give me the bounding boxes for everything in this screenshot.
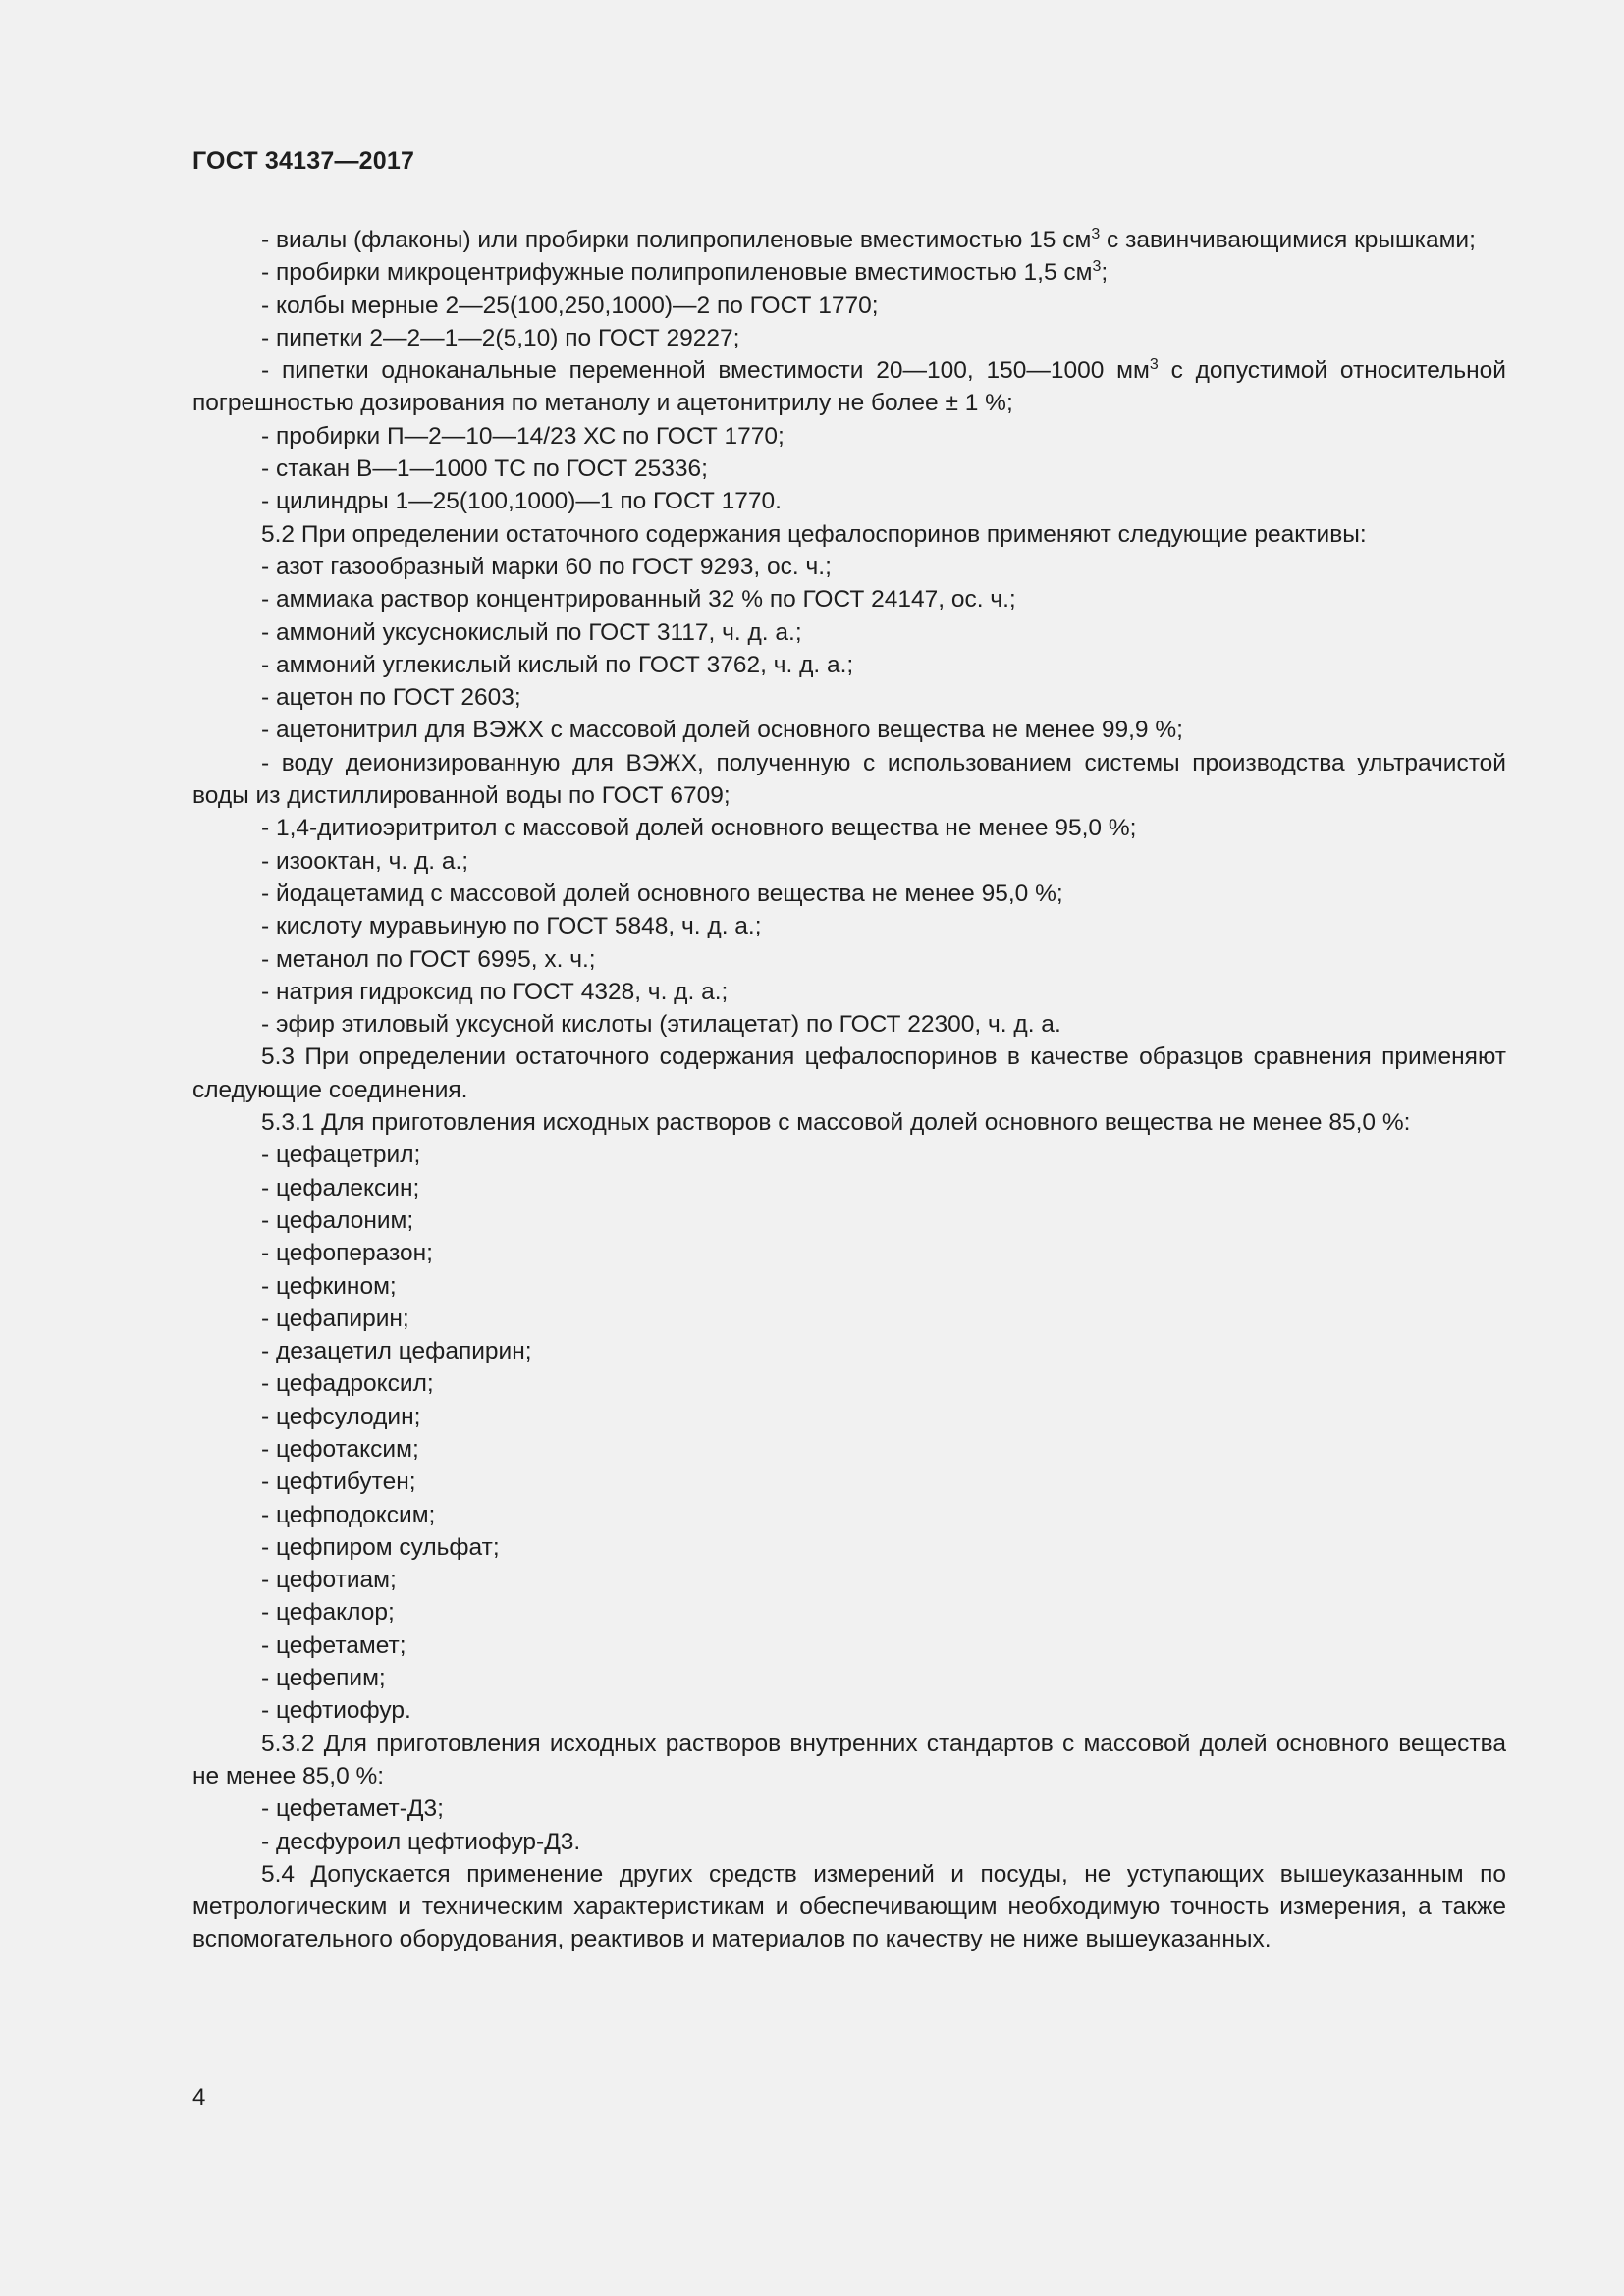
paragraph bbox=[192, 1531, 1506, 1564]
paragraph bbox=[192, 1466, 1506, 1498]
paragraph-text: - ацетонитрил для ВЭЖХ с массовой долей основного вещества не менее 99,9 %; bbox=[261, 717, 1183, 744]
paragraph-text: - колбы мерные 2—25(100,250,1000)—2 по ГОСТ 1770; bbox=[261, 292, 879, 319]
paragraph-text: - цефотиам; bbox=[261, 1567, 397, 1594]
paragraph-text: - пипетки одноканальные переменной вместимости 20—100, 150—1000 мм bbox=[261, 357, 1150, 385]
paragraph-text: - цефотаксим; bbox=[261, 1435, 419, 1463]
paragraph bbox=[192, 616, 1506, 649]
paragraph bbox=[192, 1433, 1506, 1466]
document-header: ГОСТ 34137—2017 bbox=[192, 147, 415, 175]
paragraph-text: - кислоту муравьиную по ГОСТ 5848, ч. д. а.; bbox=[261, 913, 762, 940]
paragraph-text: - эфир этиловый уксусной кислоты (этилацетат) по ГОСТ 22300, ч. д. а. bbox=[261, 1011, 1061, 1039]
paragraph-text-continued: с допустимой относительной погрешностью дозирования по метанолу и ацетонитрилу не более ± 1 %; bbox=[192, 357, 1506, 417]
paragraph bbox=[192, 1008, 1506, 1041]
paragraph-text: - пипетки 2—2—1—2(5,10) по ГОСТ 29227; bbox=[261, 324, 740, 351]
paragraph-text: - цефаклор; bbox=[261, 1599, 395, 1627]
paragraph-text: - цефподоксим; bbox=[261, 1501, 436, 1528]
paragraph bbox=[192, 1270, 1506, 1303]
paragraph bbox=[192, 910, 1506, 942]
paragraph bbox=[192, 1041, 1506, 1106]
paragraph-text: - цефпиром сульфат; bbox=[261, 1533, 500, 1561]
paragraph bbox=[192, 1662, 1506, 1694]
paragraph-text: 5.3.1 Для приготовления исходных растворов с массовой долей основного вещества не менее 85,0 %: bbox=[261, 1109, 1411, 1137]
paragraph-text: - стакан В—1—1000 ТС по ГОСТ 25336; bbox=[261, 455, 708, 483]
paragraph-text: - ацетон по ГОСТ 2603; bbox=[261, 684, 521, 712]
paragraph-text: 5.3 При определении остаточного содержания цефалоспоринов в качестве образцов сравнения применяют следующие соединения. bbox=[192, 1043, 1506, 1103]
paragraph bbox=[192, 878, 1506, 910]
paragraph-text: - цефтиофур. bbox=[261, 1697, 411, 1725]
paragraph bbox=[192, 1499, 1506, 1531]
paragraph-text: - йодацетамид с массовой долей основного вещества не менее 95,0 %; bbox=[261, 880, 1063, 907]
paragraph bbox=[192, 518, 1506, 551]
paragraph-text: - дезацетил цефапирин; bbox=[261, 1338, 532, 1365]
paragraph-text: - пробирки микроцентрифужные полипропиленовые вместимостью 1,5 см bbox=[261, 259, 1093, 287]
paragraph-text: - аммиака раствор концентрированный 32 % по ГОСТ 24147, ос. ч.; bbox=[261, 586, 1016, 614]
paragraph bbox=[192, 1139, 1506, 1171]
paragraph-text: - воду деионизированную для ВЭЖХ, полученную с использованием системы производства ультрачистой воды из дистиллированной воды по ГОСТ 6709; bbox=[192, 749, 1506, 810]
paragraph-text: - цефетамет-Д3; bbox=[261, 1795, 444, 1823]
paragraph-text: - цефапирин; bbox=[261, 1305, 409, 1332]
superscript: 3 bbox=[1091, 226, 1101, 242]
paragraph bbox=[192, 1367, 1506, 1400]
paragraph-text: - цефтибутен; bbox=[261, 1468, 416, 1496]
paragraph bbox=[192, 256, 1506, 289]
paragraph bbox=[192, 747, 1506, 813]
paragraph bbox=[192, 1792, 1506, 1825]
paragraph bbox=[192, 976, 1506, 1008]
paragraph bbox=[192, 1401, 1506, 1433]
paragraph-text: - цефепим; bbox=[261, 1665, 386, 1692]
paragraph-text: - изооктан, ч. д. а.; bbox=[261, 847, 469, 875]
paragraph bbox=[192, 551, 1506, 583]
paragraph-text: - 1,4-дитиоэритритол с массовой долей основного вещества не менее 95,0 %; bbox=[261, 815, 1137, 842]
paragraph bbox=[192, 714, 1506, 746]
paragraph-text: - цефацетрил; bbox=[261, 1142, 421, 1169]
paragraph-text: - пробирки П—2—10—14/23 ХС по ГОСТ 1770; bbox=[261, 422, 785, 450]
paragraph-text: - натрия гидроксид по ГОСТ 4328, ч. д. а.; bbox=[261, 978, 729, 1005]
paragraph-text: - метанол по ГОСТ 6995, х. ч.; bbox=[261, 945, 596, 973]
paragraph bbox=[192, 1564, 1506, 1596]
paragraph bbox=[192, 420, 1506, 453]
superscript: 3 bbox=[1149, 356, 1159, 374]
paragraph-text: 5.3.2 Для приготовления исходных растворов внутренних стандартов с массовой долей основного вещества не менее 85,0 %: bbox=[192, 1730, 1506, 1789]
page-number: 4 bbox=[192, 2084, 206, 2110]
paragraph bbox=[192, 583, 1506, 615]
paragraph-text: - цефоперазон; bbox=[261, 1240, 433, 1267]
paragraph-text: - цефкином; bbox=[261, 1272, 397, 1300]
paragraph bbox=[192, 485, 1506, 517]
paragraph-text-continued: ; bbox=[1101, 259, 1109, 287]
paragraph bbox=[192, 1694, 1506, 1727]
paragraph-text: - виалы (флаконы) или пробирки полипропиленовые вместимостью 15 см bbox=[261, 227, 1092, 253]
paragraph-text: - цефалоним; bbox=[261, 1206, 414, 1234]
paragraph-text: - цефадроксил; bbox=[261, 1370, 434, 1398]
paragraph bbox=[192, 1204, 1506, 1237]
paragraph-text: - цефсулодин; bbox=[261, 1403, 421, 1430]
paragraph-text-continued: с завинчивающимися крышками; bbox=[1100, 227, 1476, 253]
paragraph-text: - аммоний уксуснокислый по ГОСТ 3117, ч. д. а.; bbox=[261, 618, 802, 646]
paragraph bbox=[192, 322, 1506, 354]
paragraph bbox=[192, 812, 1506, 844]
paragraph bbox=[192, 1596, 1506, 1629]
paragraph-text: - азот газообразный марки 60 по ГОСТ 9293, ос. ч.; bbox=[261, 553, 832, 580]
paragraph bbox=[192, 1172, 1506, 1204]
paragraph bbox=[192, 1826, 1506, 1858]
paragraph bbox=[192, 1728, 1506, 1793]
paragraph-text: - десфуроил цефтиофур-Д3. bbox=[261, 1828, 581, 1855]
document-body bbox=[192, 224, 1506, 1956]
paragraph bbox=[192, 1106, 1506, 1139]
paragraph-text: - цилиндры 1—25(100,1000)—1 по ГОСТ 1770. bbox=[261, 488, 782, 515]
paragraph bbox=[192, 354, 1506, 420]
paragraph bbox=[192, 1858, 1506, 1956]
paragraph bbox=[192, 649, 1506, 681]
paragraph bbox=[192, 290, 1506, 322]
paragraph bbox=[192, 845, 1506, 878]
paragraph bbox=[192, 1335, 1506, 1367]
paragraph bbox=[192, 1629, 1506, 1662]
paragraph-text: - аммоний углекислый кислый по ГОСТ 3762, ч. д. а.; bbox=[261, 651, 854, 678]
paragraph-text: - цефалексин; bbox=[261, 1174, 420, 1201]
paragraph bbox=[192, 1303, 1506, 1335]
paragraph-text: - цефетамет; bbox=[261, 1631, 406, 1659]
paragraph bbox=[192, 1237, 1506, 1269]
paragraph bbox=[192, 943, 1506, 976]
paragraph bbox=[192, 224, 1506, 256]
paragraph-text: 5.4 Допускается применение других средств измерений и посуды, не уступающих вышеуказанным по метрологическим и техническим характеристикам и обеспечивающим необходимую точность измерения, а также вспомогательного оборудования, реактивов и материалов по качеству не ниже вышеуказанных. bbox=[192, 1860, 1506, 1953]
paragraph-text: 5.2 При определении остаточного содержания цефалоспоринов применяют следующие реактивы: bbox=[261, 520, 1367, 548]
paragraph bbox=[192, 453, 1506, 485]
superscript: 3 bbox=[1092, 258, 1102, 276]
paragraph bbox=[192, 681, 1506, 714]
